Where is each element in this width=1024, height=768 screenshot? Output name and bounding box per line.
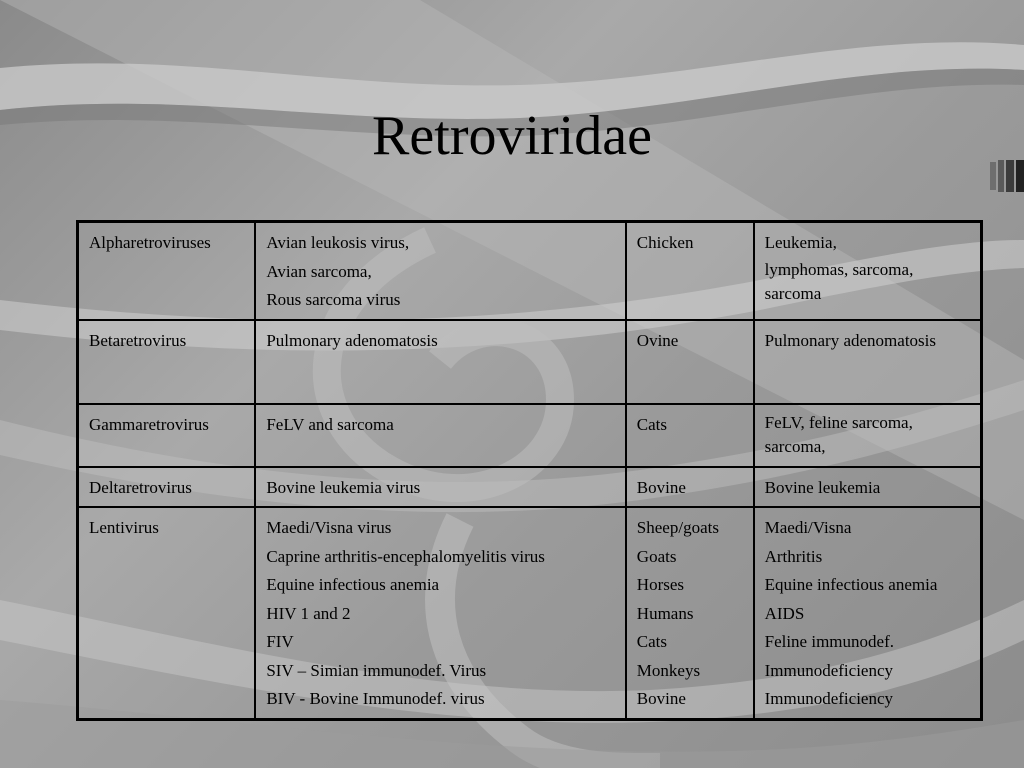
host-name: Monkeys bbox=[636, 660, 701, 680]
virus-name: Pulmonary adenomatosis bbox=[266, 330, 438, 350]
disease-cell bbox=[754, 404, 982, 467]
host-name: Goats bbox=[636, 546, 677, 566]
host-name: Ovine bbox=[636, 330, 679, 350]
host-name: Chicken bbox=[636, 233, 694, 252]
host-cell bbox=[626, 404, 754, 467]
host-name: Horses bbox=[636, 575, 685, 594]
genus-cell bbox=[78, 467, 256, 508]
genus-cell bbox=[78, 320, 256, 404]
virus-name: BIV - Bovine Immunodef. virus bbox=[266, 689, 485, 708]
disease-name: Immunodeficiency bbox=[764, 660, 894, 680]
virus-cell bbox=[255, 507, 625, 719]
virus-cell bbox=[255, 222, 625, 320]
genus-cell bbox=[78, 404, 256, 467]
disease-name: AIDS bbox=[764, 603, 805, 623]
disease-cell bbox=[754, 222, 982, 320]
genus-name: Deltaretrovirus bbox=[89, 477, 192, 497]
disease-cell bbox=[754, 467, 982, 508]
table-row bbox=[78, 222, 982, 320]
virus-name: Rous sarcoma virus bbox=[266, 290, 401, 309]
genus-name: Alpharetroviruses bbox=[89, 233, 211, 252]
table-body bbox=[78, 222, 982, 720]
data-table bbox=[76, 220, 983, 721]
virus-name: Avian leukosis virus, bbox=[266, 233, 410, 252]
virus-cell bbox=[255, 320, 625, 404]
virus-name: Avian sarcoma, bbox=[266, 261, 372, 281]
virus-name: SIV – Simian immunodef. Virus bbox=[266, 660, 487, 680]
disease-name: Maedi/Visna bbox=[764, 518, 852, 537]
host-cell bbox=[626, 320, 754, 404]
virus-cell bbox=[255, 467, 625, 508]
host-cell bbox=[626, 467, 754, 508]
retroviridae-table bbox=[76, 220, 983, 721]
virus-name: Bovine leukemia virus bbox=[266, 477, 421, 497]
genus-cell bbox=[78, 507, 256, 719]
disease-cell bbox=[754, 320, 982, 404]
table-row bbox=[78, 320, 982, 404]
disease-name: Leukemia, bbox=[764, 233, 837, 252]
host-name: Humans bbox=[636, 603, 694, 623]
genus-cell bbox=[78, 222, 256, 320]
virus-cell bbox=[255, 404, 625, 467]
genus-name: Gammaretrovirus bbox=[89, 414, 209, 434]
table-row bbox=[78, 404, 982, 467]
genus-name: Lentivirus bbox=[89, 518, 159, 537]
virus-name: Maedi/Visna virus bbox=[266, 518, 392, 537]
disease-cell bbox=[754, 507, 982, 719]
host-name: Bovine bbox=[636, 477, 686, 497]
slide-title: Retroviridae bbox=[372, 105, 652, 167]
host-name: Cats bbox=[636, 632, 668, 651]
virus-name: FeLV and sarcoma bbox=[266, 414, 394, 434]
virus-name: Caprine arthritis-encephalomyelitis virus bbox=[266, 546, 545, 566]
virus-name: FIV bbox=[266, 632, 294, 651]
disease-name: Arthritis bbox=[764, 546, 823, 566]
genus-name: Betaretrovirus bbox=[89, 330, 187, 350]
table-row bbox=[78, 507, 982, 719]
disease-name: Bovine leukemia bbox=[764, 477, 881, 497]
host-cell bbox=[626, 222, 754, 320]
host-name: Cats bbox=[636, 414, 668, 434]
table-row bbox=[78, 467, 982, 508]
host-cell bbox=[626, 507, 754, 719]
virus-name: HIV 1 and 2 bbox=[266, 603, 351, 623]
host-name: Sheep/goats bbox=[636, 518, 719, 537]
disease-name: Feline immunodef. bbox=[764, 632, 894, 651]
host-name: Bovine bbox=[636, 689, 686, 708]
disease-name: lymphomas, sarcoma, sarcoma bbox=[764, 259, 914, 303]
disease-name: FeLV, feline sarcoma, sarcoma, bbox=[764, 412, 913, 456]
disease-name: Pulmonary adenomatosis bbox=[764, 330, 937, 350]
virus-name: Equine infectious anemia bbox=[266, 575, 440, 594]
disease-name: Equine infectious anemia bbox=[764, 575, 938, 594]
disease-name: Immunodeficiency bbox=[764, 689, 894, 708]
